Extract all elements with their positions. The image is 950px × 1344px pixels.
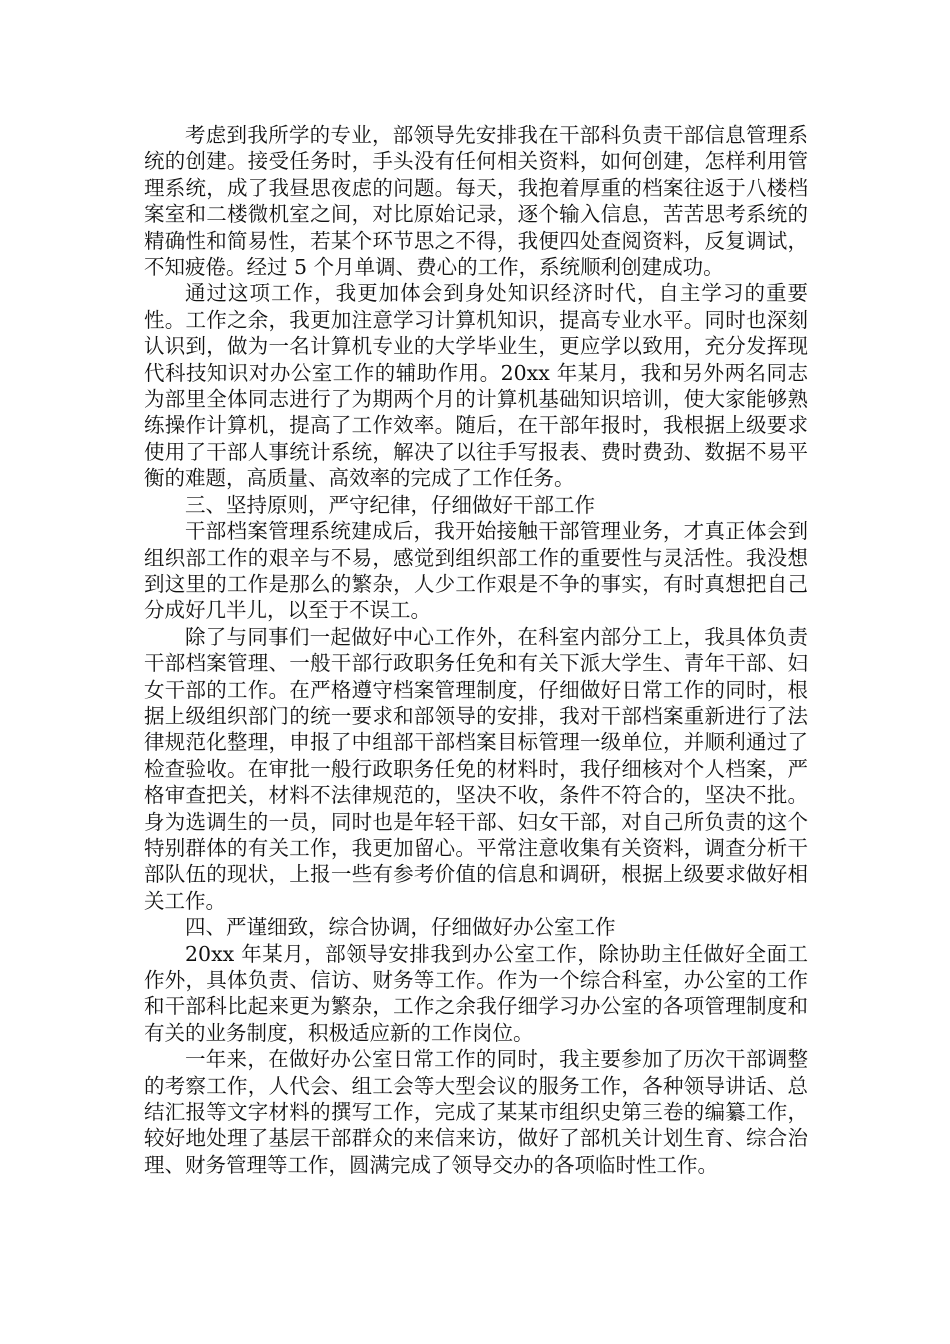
section-heading-three: 三、坚持原则，严守纪律，仔细做好干部工作 [185, 492, 595, 517]
paragraph-year-summary: 一年来，在做好办公室日常工作的同时，我主要参加了历次干部调整的考察工作，人代会、组工会等大型会议的服务工作，各种领导讲话、总结汇报等文字材料的撰写工作，完成了某某市组织史第三卷的编纂工作，较好地处理了基层干部群众的来信来访，做好了部机关计划生育、综合治理、财务管理等工作，圆满完成了领导交办的各项临时性工作。 [144, 1047, 808, 1177]
section-heading-four: 四、严谨细致，综合协调，仔细做好办公室工作 [185, 915, 616, 940]
paragraph-system-creation: 考虑到我所学的专业，部领导先安排我在干部科负责干部信息管理系统的创建。接受任务时，手头没有任何相关资料，如何创建，怎样利用管理系统，成了我昼思夜虑的问题。每天，我抱着厚重的档案往返于八楼档案室和二楼微机室之间，对比原始记录，逐个输入信息，苦苦思考系统的精确性和简易性，若某个环节思之不得，我便四处查阅资料，反复调试，不知疲倦。经过 5 个月单调、费心的工作，系统顺利创建成功。 [144, 123, 808, 280]
paragraph-archive-duties: 除了与同事们一起做好中心工作外，在科室内部分工上，我具体负责干部档案管理、一般干部行政职务任免和有关下派大学生、青年干部、妇女干部的工作。在严格遵守档案管理制度，仔细做好日常工作的同时，根据上级组织部门的统一要求和部领导的安排，我对干部档案重新进行了法律规范化整理，申报了中组部干部档案目标管理一级单位，并顺利通过了检查验收。在审批一般行政职务任免的材料时，我仔细核对个人档案，严格审查把关，材料不法律规范的，坚决不收，条件不符合的，坚决不批。身为选调生的一员，同时也是年轻干部、妇女干部，对自己所负责的这个特别群体的有关工作，我更加留心。平常注意收集有关资料，调查分析干部队伍的现状，上报一些有参考价值的信息和调研，根据上级要求做好相关工作。 [144, 624, 808, 913]
paragraph-office-work: 20xx 年某月，部领导安排我到办公室工作，除协助主任做好全面工作外，具体负责、信访、财务等工作。作为一个综合科室，办公室的工作和干部科比起来更为繁杂，工作之余我仔细学习办公室的各项管理制度和有关的业务制度，积极适应新的工作岗位。 [144, 941, 808, 1045]
document-page [144, 122, 808, 1178]
paragraph-computer-training: 通过这项工作，我更加体会到身处知识经济时代，自主学习的重要性。工作之余，我更加注意学习计算机知识，提高专业水平。同时也深刻认识到，做为一名计算机专业的大学毕业生，更应学以致用，充分发挥现代科技知识对办公室工作的辅助作用。20xx 年某月，我和另外两名同志为部里全体同志进行了为期两个月的计算机基础知识培训，使大家能够熟练操作计算机，提高了工作效率。随后，在干部年报时，我根据上级要求使用了干部人事统计系统，解决了以往手写报表、费时费劲、数据不易平衡的难题，高质量、高效率的完成了工作任务。 [144, 281, 808, 491]
paragraph-cadre-management: 干部档案管理系统建成后，我开始接触干部管理业务，才真正体会到组织部工作的艰辛与不易，感觉到组织部工作的重要性与灵活性。我没想到这里的工作是那么的繁杂，人少工作艰是不争的事实，有时真想把自己分成好几半儿，以至于不误工。 [144, 519, 808, 623]
